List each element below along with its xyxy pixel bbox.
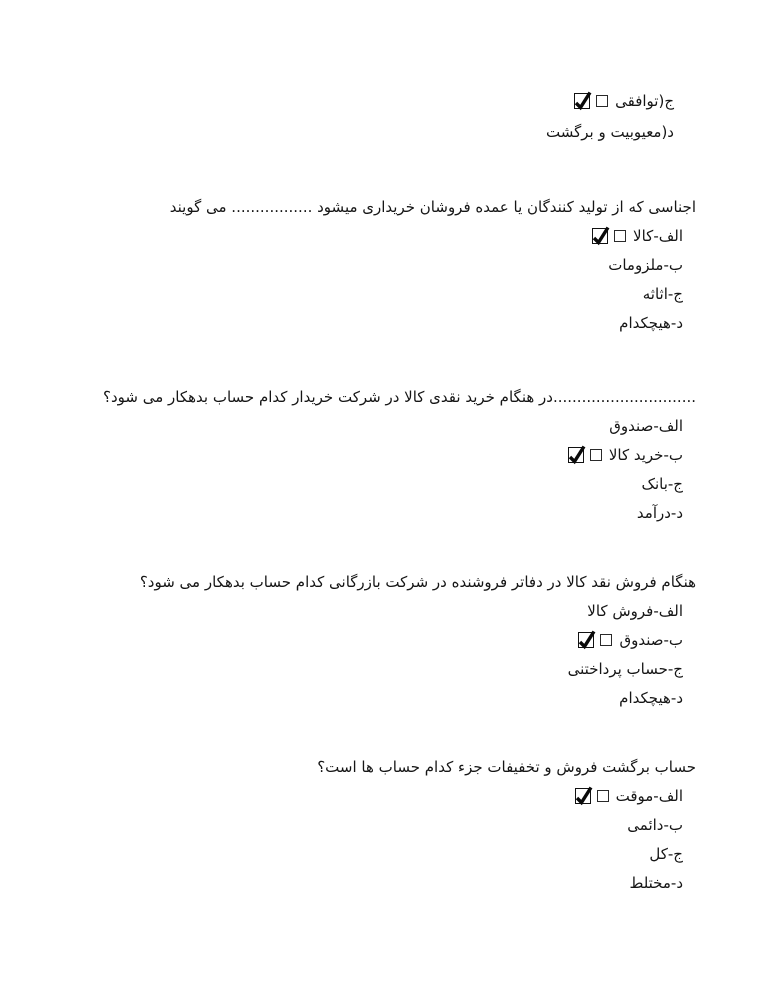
option-row — [36, 655, 696, 684]
empty-checkbox[interactable] — [590, 449, 602, 461]
option-label: د-هیچکدام — [619, 314, 683, 332]
option-label: ب-ملزومات — [608, 256, 683, 274]
checkmark-icon — [591, 222, 611, 244]
option-label: د(معیوبیت و برگشت — [546, 123, 674, 141]
option-label: ب-دائمی — [627, 816, 683, 834]
option-row — [36, 412, 696, 441]
option-row — [36, 626, 696, 655]
option-row — [36, 309, 696, 338]
question-block-5 — [36, 753, 696, 898]
option-row — [36, 840, 696, 869]
question-block-2 — [36, 193, 696, 338]
question-block-1 — [36, 86, 696, 148]
option-row — [36, 251, 696, 280]
option-label: ج-اثاثه — [642, 285, 683, 303]
question-text-line — [36, 568, 696, 597]
option-row — [36, 86, 696, 117]
question-text: ..............................در هنگام خرید نقدی کالا در شرکت خریدار کدام حساب بدهکار می شود؟ — [102, 388, 696, 406]
option-label: ج-حساب پرداختنی — [567, 660, 683, 678]
question-text-line — [36, 383, 696, 412]
question-text: اجناسی که از تولید کنندگان یا عمده فروشان خریداری میشود ................. می گویند — [169, 198, 696, 216]
option-label: ب-صندوق — [619, 631, 683, 649]
option-row — [36, 117, 696, 148]
option-row — [36, 280, 696, 309]
checked-checkbox[interactable] — [578, 632, 594, 648]
option-row — [36, 441, 696, 470]
checkmark-icon — [573, 87, 593, 109]
option-row — [36, 811, 696, 840]
question-block-3 — [36, 383, 696, 528]
checked-checkbox[interactable] — [575, 788, 591, 804]
option-label: د-مختلط — [629, 874, 683, 892]
option-label: ج-بانک — [641, 475, 683, 493]
option-label: ج-کل — [649, 845, 683, 863]
option-label: الف-کالا — [633, 227, 683, 245]
option-row — [36, 869, 696, 898]
empty-checkbox[interactable] — [597, 790, 609, 802]
checked-checkbox[interactable] — [592, 228, 608, 244]
checkmark-icon — [574, 782, 594, 804]
option-label: الف-موقت — [615, 787, 683, 805]
empty-checkbox[interactable] — [600, 634, 612, 646]
option-label: ب-خرید کالا — [608, 446, 683, 464]
option-row — [36, 684, 696, 713]
option-row — [36, 222, 696, 251]
option-row — [36, 782, 696, 811]
option-label: ج(توافقی — [615, 92, 674, 110]
empty-checkbox[interactable] — [614, 230, 626, 242]
option-row — [36, 470, 696, 499]
checkmark-icon — [567, 441, 587, 463]
option-label: الف-صندوق — [609, 417, 683, 435]
question-text: هنگام فروش نقد کالا در دفاتر فروشنده در شرکت بازرگانی کدام حساب بدهکار می شود؟ — [139, 573, 696, 591]
option-row — [36, 597, 696, 626]
option-label: د-درآمد — [636, 504, 683, 522]
checked-checkbox[interactable] — [568, 447, 584, 463]
option-label: د-هیچکدام — [619, 689, 683, 707]
checked-checkbox[interactable] — [574, 93, 590, 109]
checkmark-icon — [577, 626, 597, 648]
option-label: الف-فروش کالا — [587, 602, 683, 620]
question-text-line — [36, 753, 696, 782]
question-block-4 — [36, 568, 696, 713]
empty-checkbox[interactable] — [596, 95, 608, 107]
option-row — [36, 499, 696, 528]
question-text-line — [36, 193, 696, 222]
question-text: حساب برگشت فروش و تخفیفات جزء کدام حساب ها است؟ — [317, 758, 696, 776]
